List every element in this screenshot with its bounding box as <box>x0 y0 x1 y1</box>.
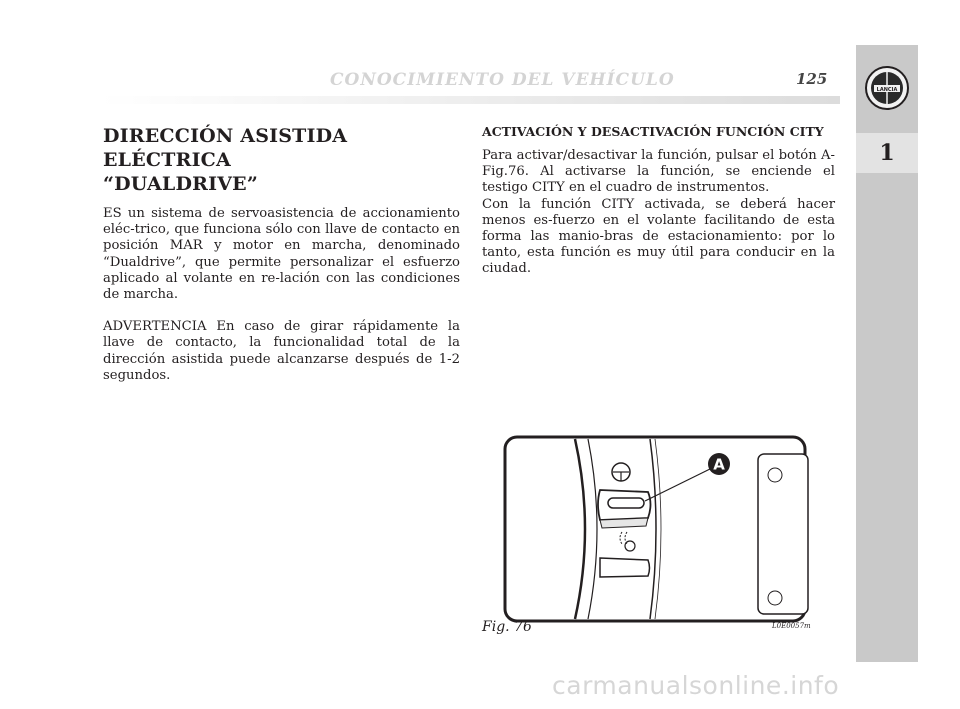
section-heading <box>103 124 460 196</box>
page-number: 125 <box>796 70 828 88</box>
activation-paragraph: Para activar/desactivar la función, pulsar el botón A-Fig.76. Al activarse la función, se enciende el testigo CITY en el cuadro de instrumentos. <box>482 148 835 196</box>
watermark-text: carmanualsonline.info <box>552 671 840 700</box>
subsection-heading: ACTIVACIÓN Y DESACTIVACIÓN FUNCIÓN CITY <box>482 124 824 139</box>
dashboard-button-illustration <box>500 434 810 624</box>
chapter-side-tab <box>856 45 918 662</box>
right-column <box>482 124 835 278</box>
figure-caption: Fig. 76 <box>482 619 532 635</box>
section-number: 1 <box>856 133 918 173</box>
callout-a-label: A <box>713 455 725 474</box>
heading-line-2: “DUALDRIVE” <box>103 173 258 195</box>
lower-switch <box>600 558 650 577</box>
left-column <box>103 124 460 384</box>
figure-76 <box>500 434 810 624</box>
city-mode-paragraph: Con la función CITY activada, se deberá hacer menos es-fuerzo en el volante facilitando de esta forma las manio-bras de estacionamiento: por lo tanto, esta función es muy útil para conducir en la ciudad. <box>482 196 835 277</box>
logo-lettering: LANCIA <box>876 86 898 93</box>
figure-code: L0E0057m <box>772 622 811 630</box>
header-rule <box>100 96 840 104</box>
brand-logo-box <box>856 45 918 131</box>
intro-paragraph: ES un sistema de servoasistencia de accionamiento eléc-trico, que funciona sólo con llave de contacto en posición MAR y motor en marcha, denominado “Dualdrive”, que permite personalizar el esfuerzo aplicado al volante en re-lación con las condiciones de marcha. <box>103 206 460 303</box>
running-title: CONOCIMIENTO DEL VEHÍCULO <box>330 70 675 90</box>
lancia-logo-icon <box>864 65 910 111</box>
warning-paragraph: ADVERTENCIA En caso de girar rápidamente la llave de contacto, la funcionalidad total de la dirección asistida puede alcanzarse después de 1-2 segundos. <box>103 319 460 383</box>
heading-line-1: DIRECCIÓN ASISTIDA ELÉCTRICA <box>103 125 348 171</box>
